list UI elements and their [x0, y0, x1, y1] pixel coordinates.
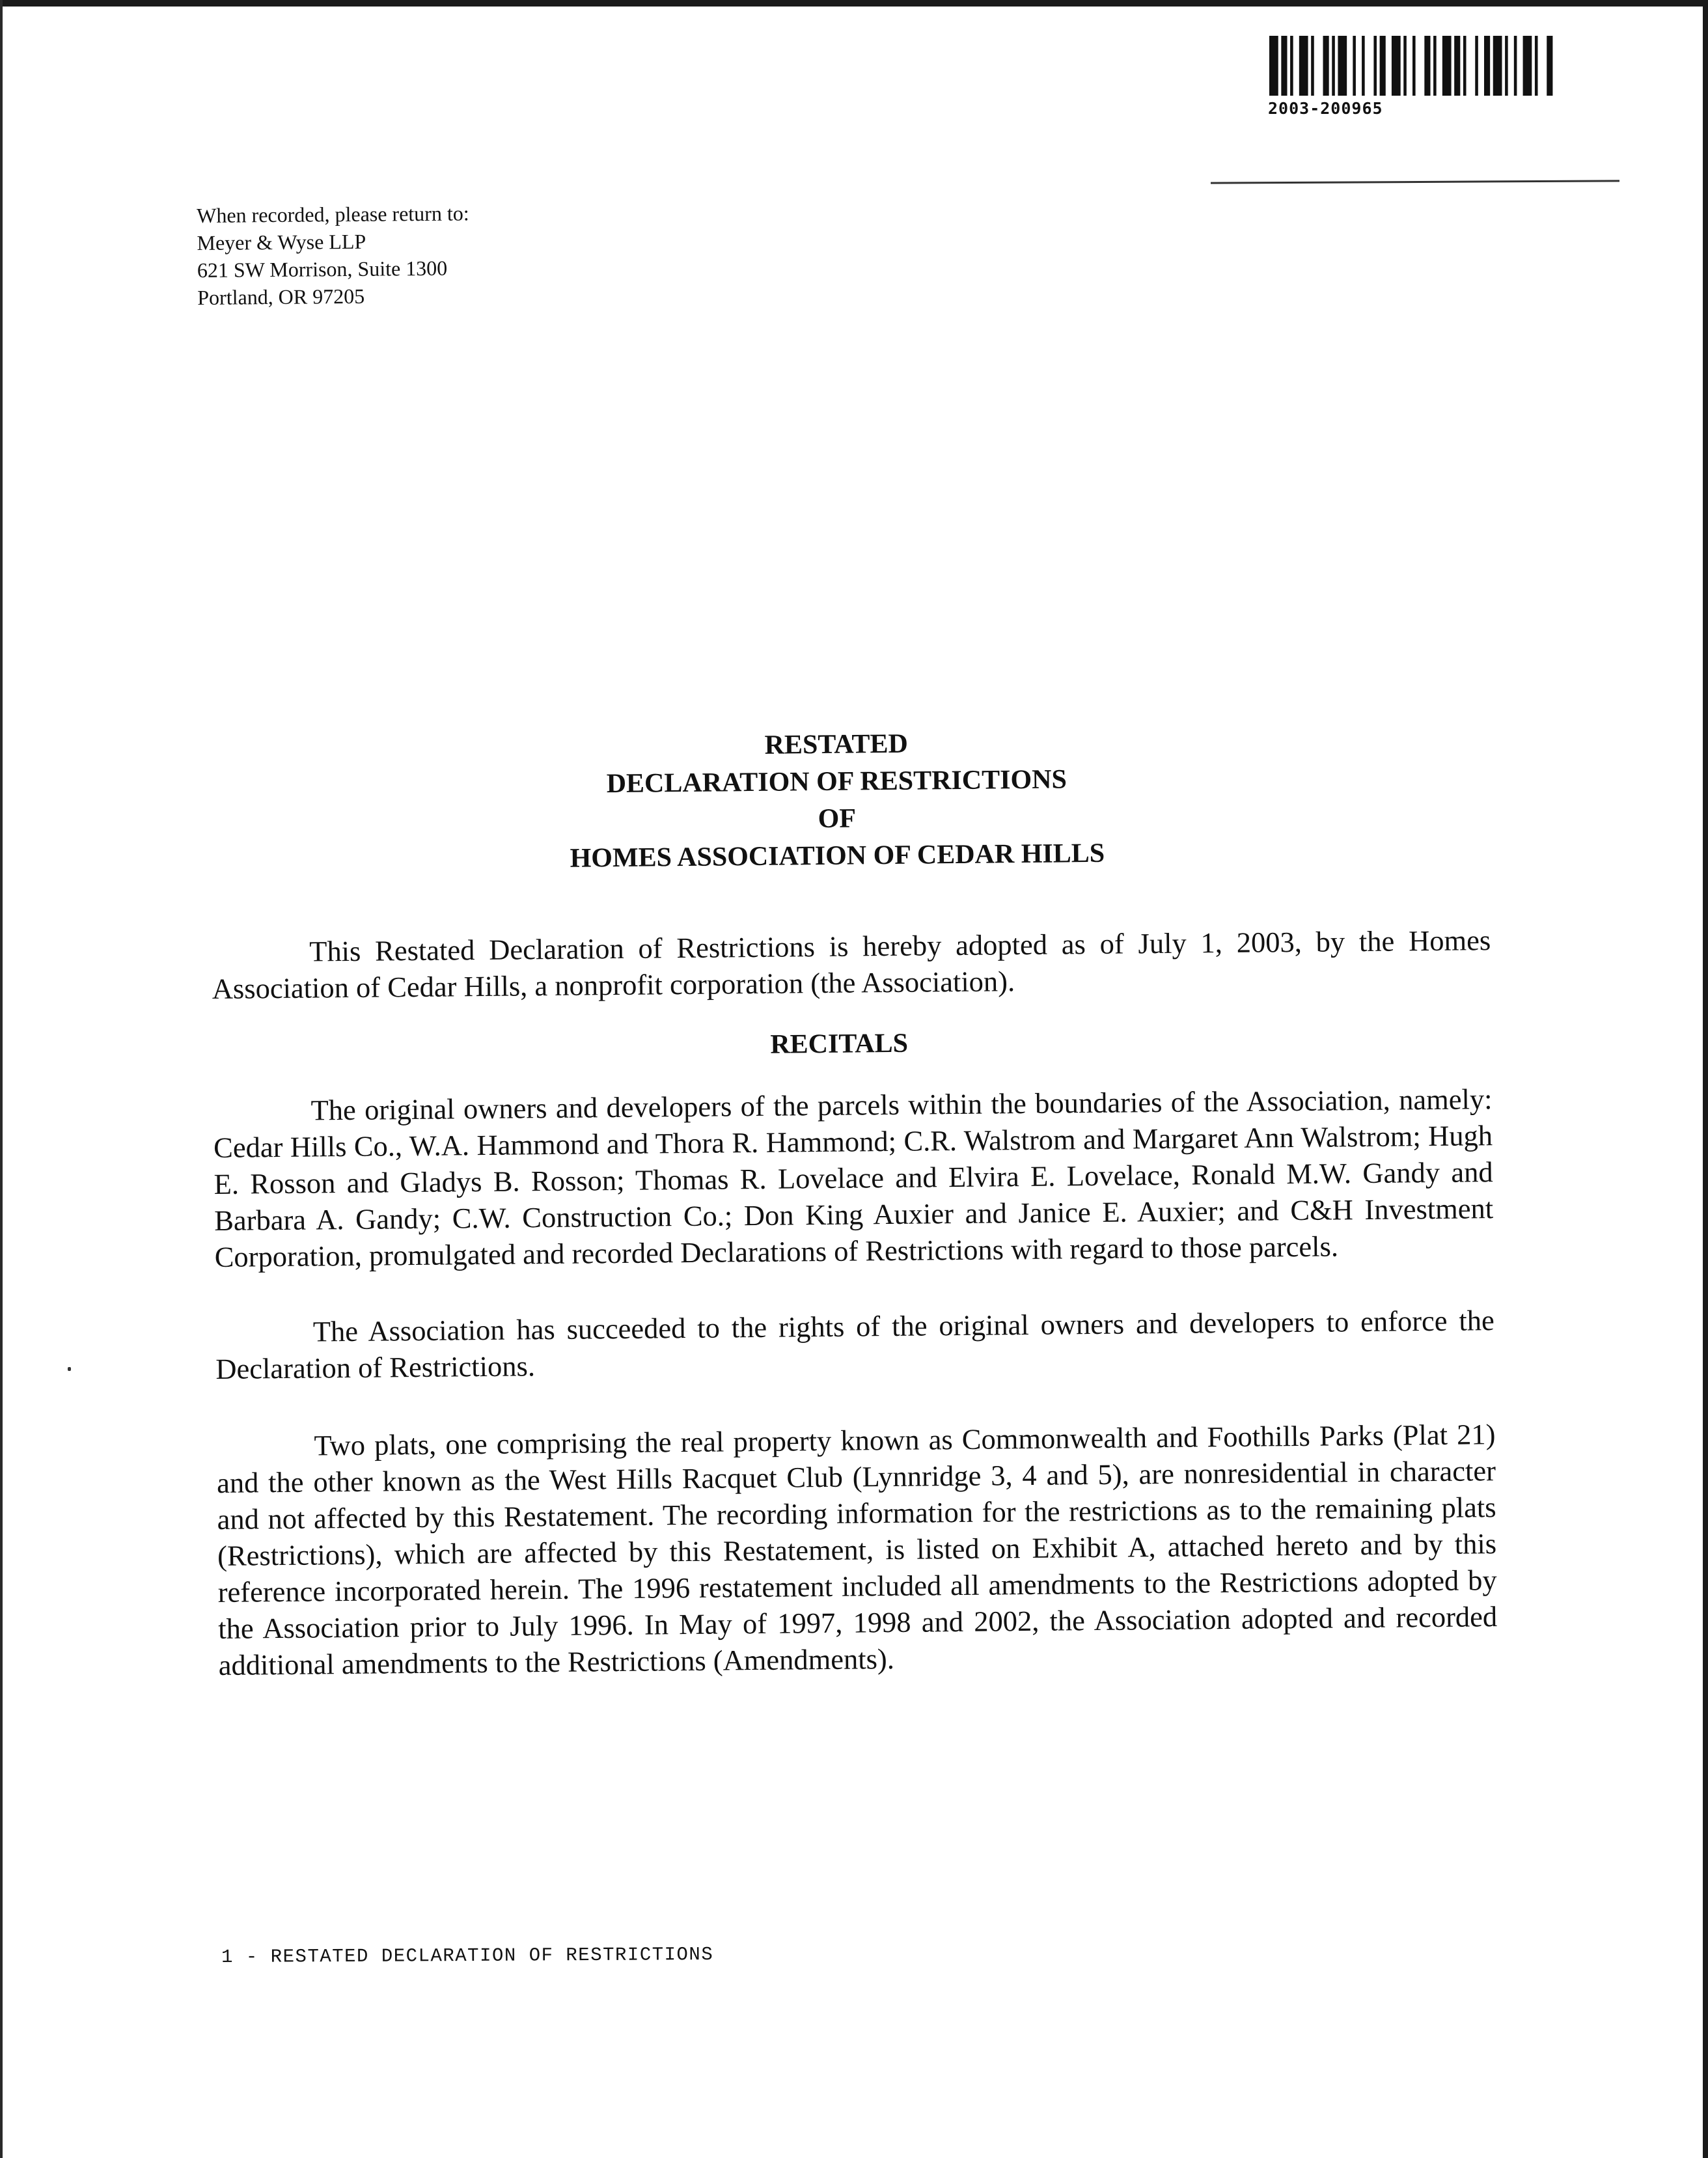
title-line: RESTATED [764, 728, 909, 760]
document-title [184, 720, 1490, 881]
return-address [197, 199, 470, 311]
scan-edge-top [0, 0, 1708, 7]
title-line: OF [818, 803, 857, 835]
document-body [210, 720, 1498, 1683]
scan-edge-right [1703, 0, 1708, 2158]
recording-divider [1211, 180, 1619, 184]
return-address-line: 621 SW Morrison, Suite 1300 [197, 256, 448, 282]
scan-edge-left [0, 0, 3, 2158]
return-address-line: Portland, OR 97205 [197, 284, 365, 309]
return-address-line: Meyer & Wyse LLP [197, 229, 366, 255]
title-line: DECLARATION OF RESTRICTIONS [606, 764, 1068, 799]
return-address-line: When recorded, please return to: [197, 201, 469, 227]
recital-paragraph: Two plats, one comprising the real property known as Commonwealth and Foothills Parks (Plat 21) and the other known as the West Hills Racquet Club (Lynnridge 3, 4 and 5), are nonresidential in character and not affected by this Restatement. The recording information for the restrictions as to the remaining plats (Restrictions), which are affected by this Restatement, is listed on Exhibit A, attached hereto and by this reference incorporated herein. The 1996 restatement included all amendments to the Restrictions adopted by the Association prior to July 1996. In May of 1997, 1998 and 2002, the Association adopted and recorded additional amendments to the Restrictions (Amendments). [216, 1418, 1498, 1681]
title-line: HOMES ASSOCIATION OF CEDAR HILLS [570, 838, 1105, 874]
scan-speck [68, 1367, 71, 1371]
intro-paragraph: This Restated Declaration of Restrictions is hereby adopted as of July 1, 2003, by the Homes Association of Cedar Hills, a nonprofit corporation (the Association). [212, 924, 1491, 1005]
recital-paragraph: The Association has succeeded to the rights of the original owners and developers to enforce the Declaration of Restrictions. [215, 1304, 1494, 1385]
barcode-icon [1269, 36, 1556, 96]
recording-number: 2003-200965 [1268, 99, 1383, 118]
page-footer: 1 - RESTATED DECLARATION OF RESTRICTIONS [221, 1944, 714, 1968]
recitals-heading: RECITALS [770, 1028, 909, 1060]
recital-paragraph: The original owners and developers of the parcels within the boundaries of the Association, namely: Cedar Hills Co., W.A. Hammond and Thora R. Hammond; C.R. Walstrom and Margaret Ann Walstrom; Hugh E. Rosson and Gladys B. Rosson; Thomas R. Lovelace and Elvira E. Lovelace, Ronald M.W. Gandy and Barbara A. Gandy; C.W. Construction Co.; Don King Auxier and Janice E. Auxier; and C&H Investment Corporation, promulgated and recorded Declarations of Restrictions with regard to those parcels. [213, 1083, 1494, 1273]
